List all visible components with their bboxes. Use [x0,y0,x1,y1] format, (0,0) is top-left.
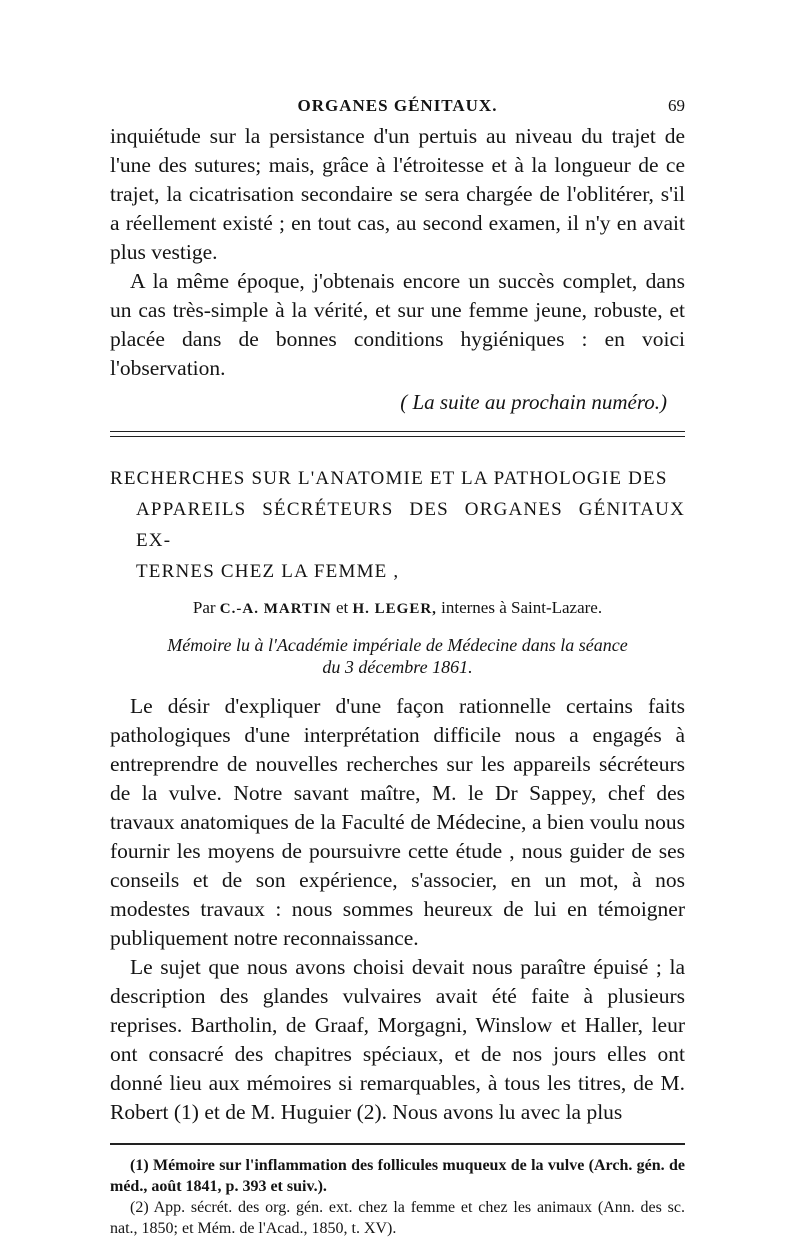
page [110,92,685,1239]
authors-conjunction: et [335,598,349,617]
paragraph: A la même époque, j'obtenais encore un succès complet, dans un cas très-simple à la vérité, et sur une femme jeune, robuste, et placée dans de bonnes conditions hygiéniques : en voici l'observation. [110,269,685,380]
author-line [110,595,685,622]
authors-affiliation: internes à Saint-Lazare. [441,598,603,617]
author-name: C.-A. MARTIN [219,601,332,617]
running-header [110,92,685,122]
footnote: (2) App. sécrét. des org. gén. ext. chez la femme et chez les animaux (Ann. des sc. nat., 1850; et Mém. de l'Acad., 1850, t. XV). [110,1199,685,1237]
article-title-line: APPAREILS SÉCRÉTEURS DES ORGANES GÉNITAUX EX- [136,499,685,551]
article-body [110,692,685,1127]
footnotes [110,1155,685,1239]
memoire-line: du 3 décembre 1861. [322,657,473,677]
footnote: (1) Mémoire sur l'inflammation des follicules muqueux de la vulve (Arch. gén. de méd., août 1841, p. 393 et suiv.). [110,1157,685,1195]
paragraph: Le sujet que nous avons choisi devait nous paraître épuisé ; la description des glandes vulvaires avait été faite à plusieurs reprises. Bartholin, de Graaf, Morgagni, Winslow et Haller, leur ont consacré des chapitres spéciaux, et de nos jours elles ont donné lieu aux mémoires si remarquables, à tous les titres, de M. Robert (1) et de M. Huguier (2). Nous avons lu avec la plus [110,955,685,1124]
footnote-divider [110,1143,685,1145]
article-title-line: RECHERCHES SUR L'ANATOMIE ET LA PATHOLOGIE DES [110,468,668,489]
paragraph-continued: inquiétude sur la persistance d'un pertuis au niveau du trajet de l'une des sutures; mais, grâce à l'étroitesse et à la longueur de ce trajet, la cicatrisation secondaire se sera chargée de l'oblitérer, s'il a réellement existé ; en tout cas, au second examen, il n'y en avait plus vestige. [110,124,685,264]
section-divider [110,431,685,437]
article-title [110,463,685,587]
running-title: ORGANES GÉNITAUX. [297,96,498,115]
memoire-note [110,634,685,678]
paragraph: Le désir d'expliquer d'une façon rationnelle certains faits pathologiques d'une interprétation difficile nous a engagés à entreprendre de nouvelles recherches sur les appareils sécréteurs de la vulve. Notre savant maître, M. le Dr Sappey, chef des travaux anatomiques de la Faculté de Médecine, a bien voulu nous fournir les moyens de poursuivre cette étude , nous guider de ses conseils et de son expérience, s'associer, en un mot, à nos modestes travaux : nous sommes heureux de lui en témoigner publiquement notre reconnaissance. [110,694,685,950]
page-number: 69 [668,96,685,115]
authors-prefix: Par [192,598,216,617]
author-name: H. LEGER, [352,601,437,617]
article-title-line: TERNES CHEZ LA FEMME , [136,561,400,582]
memoire-line: Mémoire lu à l'Académie impériale de Médecine dans la séance [167,635,628,655]
to-be-continued-note: ( La suite au prochain numéro.) [400,390,667,414]
